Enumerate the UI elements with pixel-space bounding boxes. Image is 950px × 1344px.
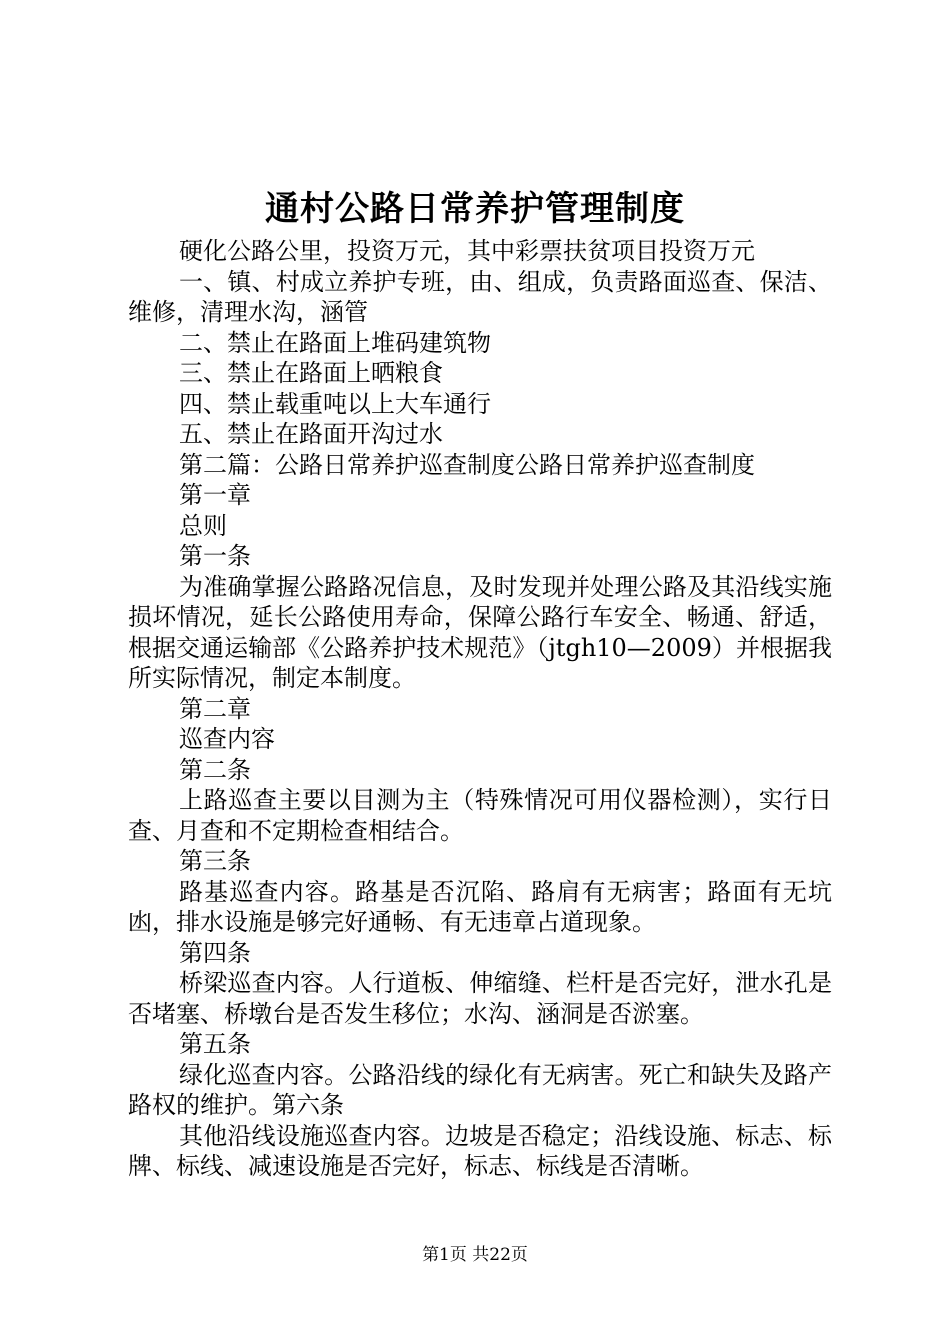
chapter-title-2: 巡查内容 [179, 725, 275, 753]
paragraph-5: 四、禁止载重吨以上大车通行 [179, 389, 491, 418]
chapter-heading-1: 第一章 [179, 481, 251, 509]
paragraph-1: 硬化公路公里，投资万元，其中彩票扶贫项目投资万元 [179, 237, 755, 265]
article-body-6: 其他沿线设施巡查内容。边坡是否稳定；沿线设施、标志、标牌、标线、减速设施是否完好，标志、标线是否清晰。 [128, 1121, 832, 1180]
chapter-title-1: 总则 [179, 511, 227, 540]
article-body-2: 上路巡查主要以目测为主（特殊情况可用仪器检测），实行日查、月查和不定期检查相结合。 [128, 786, 832, 845]
chapter-heading-2: 第二章 [179, 694, 251, 723]
article-heading-2: 第二条 [179, 755, 251, 784]
section-heading-part-two: 第二篇：公路日常养护巡查制度公路日常养护巡查制度 [179, 450, 755, 479]
article-body-4: 桥梁巡查内容。人行道板、伸缩缝、栏杆是否完好，泄水孔是否堵塞、桥墩台是否发生移位；水沟、涵洞是否淤塞。 [128, 969, 832, 1028]
document-title: 通村公路日常养护管理制度 [265, 189, 685, 229]
article-heading-5: 第五条 [179, 1030, 251, 1058]
article-heading-1: 第一条 [179, 542, 251, 570]
page-number-footer: 第1页 共22页 [422, 1245, 528, 1265]
article-heading-3: 第三条 [179, 847, 251, 875]
article-body-3: 路基巡查内容。路基是否沉陷、路肩有无病害；路面有无坑凼，排水设施是够完好通畅、有无违章占道现象。 [128, 877, 832, 936]
paragraph-6: 五、禁止在路面开沟过水 [179, 420, 443, 448]
paragraph-4: 三、禁止在路面上晒粮食 [179, 359, 443, 387]
paragraph-2: 一、镇、村成立养护专班，由、组成，负责路面巡查、保洁、维修，清理水沟，涵管 [128, 267, 832, 326]
document-body [128, 236, 832, 1182]
article-heading-4: 第四条 [179, 938, 251, 967]
article-body-1: 为准确掌握公路路况信息，及时发现并处理公路及其沿线实施损坏情况，延长公路使用寿命，保障公路行车安全、畅通、舒适，根据交通运输部《公路养护技术规范》（jtgh10—2009）并根据我所实际情况，制定本制度。 [128, 572, 832, 692]
article-body-5: 绿化巡查内容。公路沿线的绿化有无病害。死亡和缺失及路产路权的维护。第六条 [128, 1060, 832, 1119]
paragraph-3: 二、禁止在路面上堆码建筑物 [179, 328, 491, 357]
